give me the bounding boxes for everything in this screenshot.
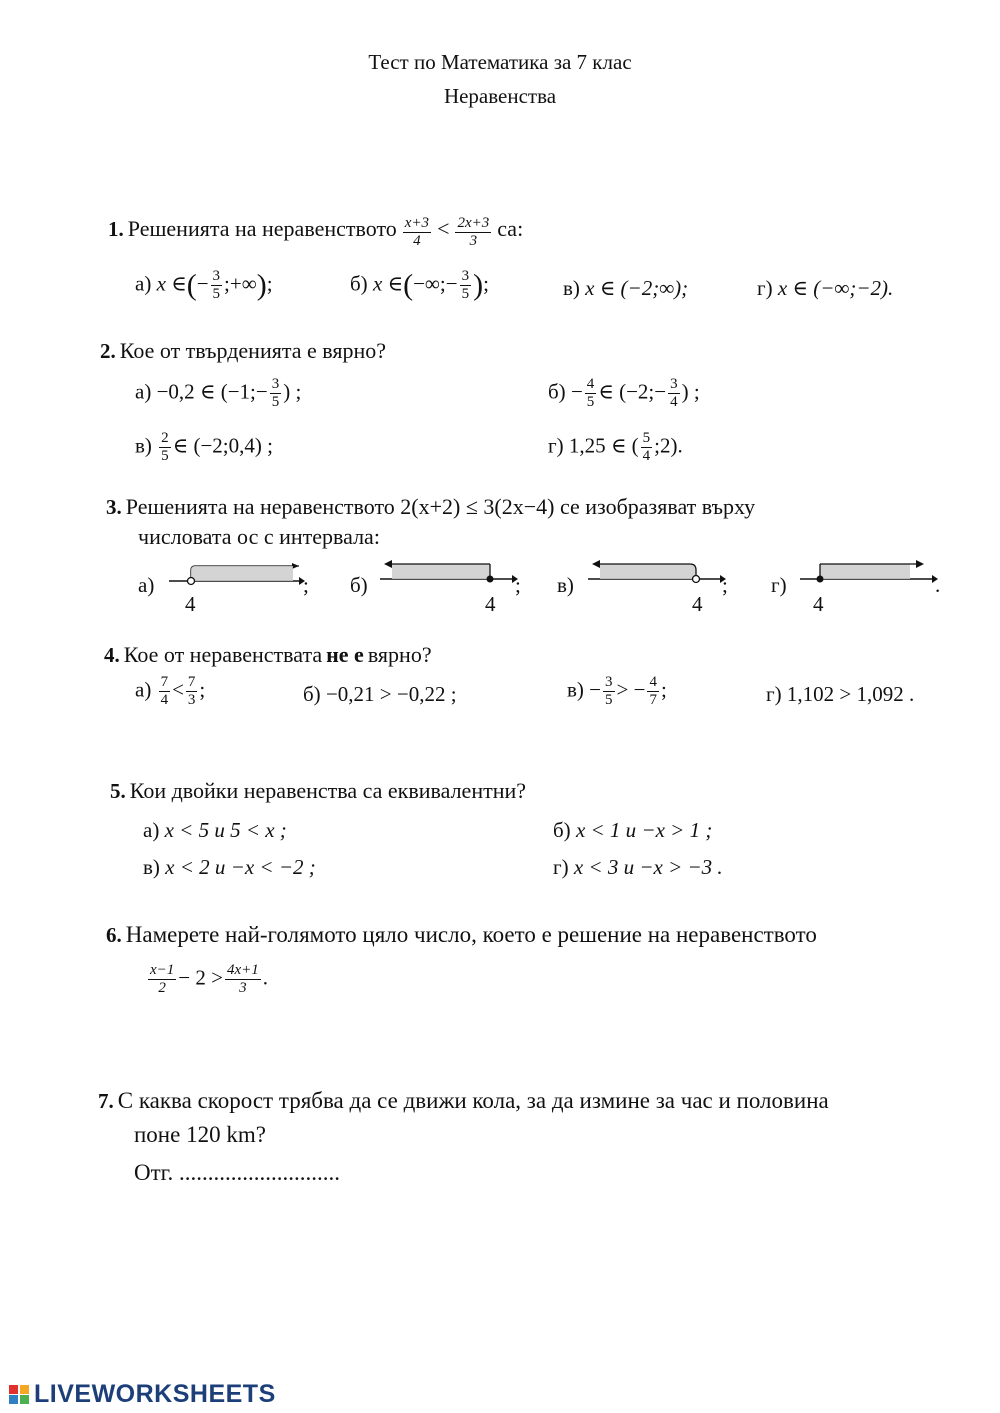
q3-option-c-numberline[interactable] xyxy=(586,558,726,588)
liveworksheets-logo xyxy=(8,1380,276,1409)
fraction: $\frac{7}{3}$ xyxy=(187,674,196,708)
page-title: Тест по Математика за 7 клас xyxy=(368,50,632,74)
q5-option-d[interactable] xyxy=(553,855,723,880)
q1-option-c[interactable] xyxy=(563,276,688,301)
q4-option-b[interactable] xyxy=(303,682,457,707)
question-5 xyxy=(110,778,526,804)
option-math: 1,102 > 1,092 . xyxy=(786,682,915,706)
question-text: Решенията на неравенството xyxy=(127,216,397,242)
option-math: ;2). xyxy=(654,433,683,458)
option-math: x ∈ xyxy=(372,271,404,296)
option-end: ; xyxy=(722,573,728,597)
option-end: ; xyxy=(303,573,309,597)
q3-option-b-label: б) xyxy=(350,573,368,597)
question-2 xyxy=(100,338,386,364)
option-math: ;+∞ xyxy=(224,271,257,296)
option-label: б) xyxy=(350,271,368,296)
option-end: . xyxy=(262,965,268,990)
question-text: Кои двойки неравенства са еквивалентни? xyxy=(129,778,527,803)
question-text: вярно? xyxy=(367,642,432,667)
fraction: $\frac{x+3}{4}$ xyxy=(404,215,430,249)
question-text-cont: числовата ос с интервала: xyxy=(138,524,380,549)
fraction: $\frac{7}{4}$ xyxy=(160,674,169,708)
option-math: −∞;− xyxy=(413,271,458,296)
q3-option-b-numberline[interactable] xyxy=(378,558,518,588)
relation: < xyxy=(172,677,184,702)
tick-label: 4 xyxy=(813,592,824,616)
fraction: $\frac{3}{5}$ xyxy=(605,674,613,708)
question-1 xyxy=(108,215,523,250)
option-end: . xyxy=(935,573,941,597)
option-math: ∈ (−2;− xyxy=(598,379,667,404)
question-text-emphasis: не е xyxy=(326,642,364,667)
question-7 xyxy=(98,1088,829,1114)
q4-option-c[interactable] xyxy=(567,674,667,709)
fraction: $\frac{4x+1}{3}$ xyxy=(226,962,259,996)
relation: < xyxy=(437,216,450,242)
q1-option-b[interactable] xyxy=(350,268,489,303)
option-label: г) xyxy=(548,433,564,458)
tick-label: 4 xyxy=(485,592,496,616)
q4-option-d[interactable] xyxy=(766,682,914,707)
option-math: ) ; xyxy=(681,379,700,404)
bracket: ) xyxy=(473,268,484,302)
fraction: $\frac{2x+3}{3}$ xyxy=(457,215,490,249)
question-text: С каква скорост трябва да се движи кола, за да измине за час и половина xyxy=(117,1088,829,1113)
option-math: x ∈ xyxy=(156,271,187,296)
option-end: ; xyxy=(266,271,273,296)
q3-option-a-label: а) xyxy=(138,573,155,597)
fraction: $\frac{4}{5}$ xyxy=(586,376,595,410)
question-3 xyxy=(106,494,755,520)
option-label: г) xyxy=(766,682,782,706)
q1-option-d[interactable] xyxy=(757,276,893,301)
q5-option-c[interactable] xyxy=(143,855,316,880)
option-math: − xyxy=(196,271,209,296)
option-label: б) xyxy=(548,379,566,404)
q4-option-a[interactable] xyxy=(135,674,205,709)
question-number: 1. xyxy=(108,217,124,242)
question-number: 4. xyxy=(104,643,120,667)
bracket: ( xyxy=(186,268,197,302)
bracket: ( xyxy=(403,268,414,302)
option-label: в) xyxy=(563,276,580,300)
option-math: x < 3 и −x > −3 . xyxy=(573,855,723,879)
fraction: $\frac{4}{7}$ xyxy=(649,674,657,708)
question-number: 6. xyxy=(106,923,122,947)
question-number: 7. xyxy=(98,1089,114,1113)
option-math: x < 5 и 5 < x ; xyxy=(164,818,287,842)
option-math: 1,25 ∈ ( xyxy=(568,433,639,458)
relation: > − xyxy=(616,677,646,702)
option-math: − xyxy=(570,379,583,404)
tick-label: 4 xyxy=(185,592,196,616)
option-math: − xyxy=(589,677,602,702)
option-end: ; xyxy=(483,271,489,296)
fraction: $\frac{3}{5}$ xyxy=(461,268,470,302)
q3-option-c-label: в) xyxy=(557,573,574,597)
liveworksheets-icon xyxy=(8,1383,30,1405)
option-end: ; xyxy=(660,677,667,702)
option-math: − 2 > xyxy=(178,965,223,990)
fraction: $\frac{x-1}{2}$ xyxy=(150,962,175,996)
option-label: в) xyxy=(135,433,152,458)
page-subtitle: Неравенства xyxy=(443,84,557,108)
question-text: Решенията на неравенството 2(x+2) ≤ 3(2x−4) се изобразяват върху xyxy=(125,494,756,519)
fraction: $\frac{5}{4}$ xyxy=(642,430,651,464)
q2-option-c[interactable] xyxy=(135,430,273,465)
option-math: ) ; xyxy=(283,379,302,404)
option-math: x ∈ (−2;∞); xyxy=(585,276,689,300)
option-label: б) xyxy=(303,682,321,706)
bracket: ) xyxy=(256,268,267,302)
option-label: б) xyxy=(553,818,571,842)
brand-text: LIVEWORKSHEETS xyxy=(34,1380,276,1408)
option-label: а) xyxy=(135,677,152,702)
question-6 xyxy=(106,922,817,948)
option-math: x < 1 и −x > 1 ; xyxy=(575,818,713,842)
q2-option-a[interactable] xyxy=(135,376,301,411)
fraction: $\frac{3}{5}$ xyxy=(271,376,280,410)
option-math: −0,2 ∈ (−1;− xyxy=(156,379,268,404)
question-4 xyxy=(104,642,432,668)
q1-option-a[interactable] xyxy=(135,268,273,303)
fraction: $\frac{3}{4}$ xyxy=(670,376,678,410)
option-math: ∈ (−2;0,4) ; xyxy=(172,433,273,458)
question-text: Кое от неравенствата xyxy=(123,642,323,667)
question-text: Намерете най-голямото цяло число, което е решение на неравенството xyxy=(125,922,817,947)
answer-field[interactable]: Отг. ............................ xyxy=(134,1160,341,1185)
question-tail: са: xyxy=(497,216,524,242)
option-label: в) xyxy=(143,855,160,879)
q3-option-a-numberline[interactable] xyxy=(165,560,305,590)
q6-inequality xyxy=(146,962,268,997)
fraction: $\frac{3}{5}$ xyxy=(212,268,221,302)
option-label: в) xyxy=(567,677,584,702)
question-text-cont: поне 120 km? xyxy=(134,1122,266,1147)
option-math: x ∈ (−∞;−2). xyxy=(777,276,894,300)
option-label: г) xyxy=(553,855,569,879)
option-math: x < 2 и −x < −2 ; xyxy=(165,855,316,879)
q5-option-a[interactable] xyxy=(143,818,287,843)
option-end: ; xyxy=(515,573,521,597)
q3-option-d-numberline[interactable] xyxy=(798,558,938,588)
option-label: а) xyxy=(135,271,152,296)
tick-label: 4 xyxy=(692,592,703,616)
option-end: ; xyxy=(199,677,206,702)
question-number: 3. xyxy=(106,495,122,519)
q2-option-b[interactable] xyxy=(548,376,700,411)
question-number: 2. xyxy=(100,339,116,363)
q2-option-d[interactable] xyxy=(548,430,683,465)
fraction: $\frac{2}{5}$ xyxy=(161,430,169,464)
option-math: −0,21 > −0,22 ; xyxy=(325,682,457,706)
option-label: а) xyxy=(135,379,152,404)
option-label: а) xyxy=(143,818,160,842)
q5-option-b[interactable] xyxy=(553,818,712,843)
question-text: Кое от твърденията е вярно? xyxy=(119,338,387,363)
option-label: г) xyxy=(757,276,773,300)
question-number: 5. xyxy=(110,779,126,803)
q3-option-d-label: г) xyxy=(771,573,787,597)
